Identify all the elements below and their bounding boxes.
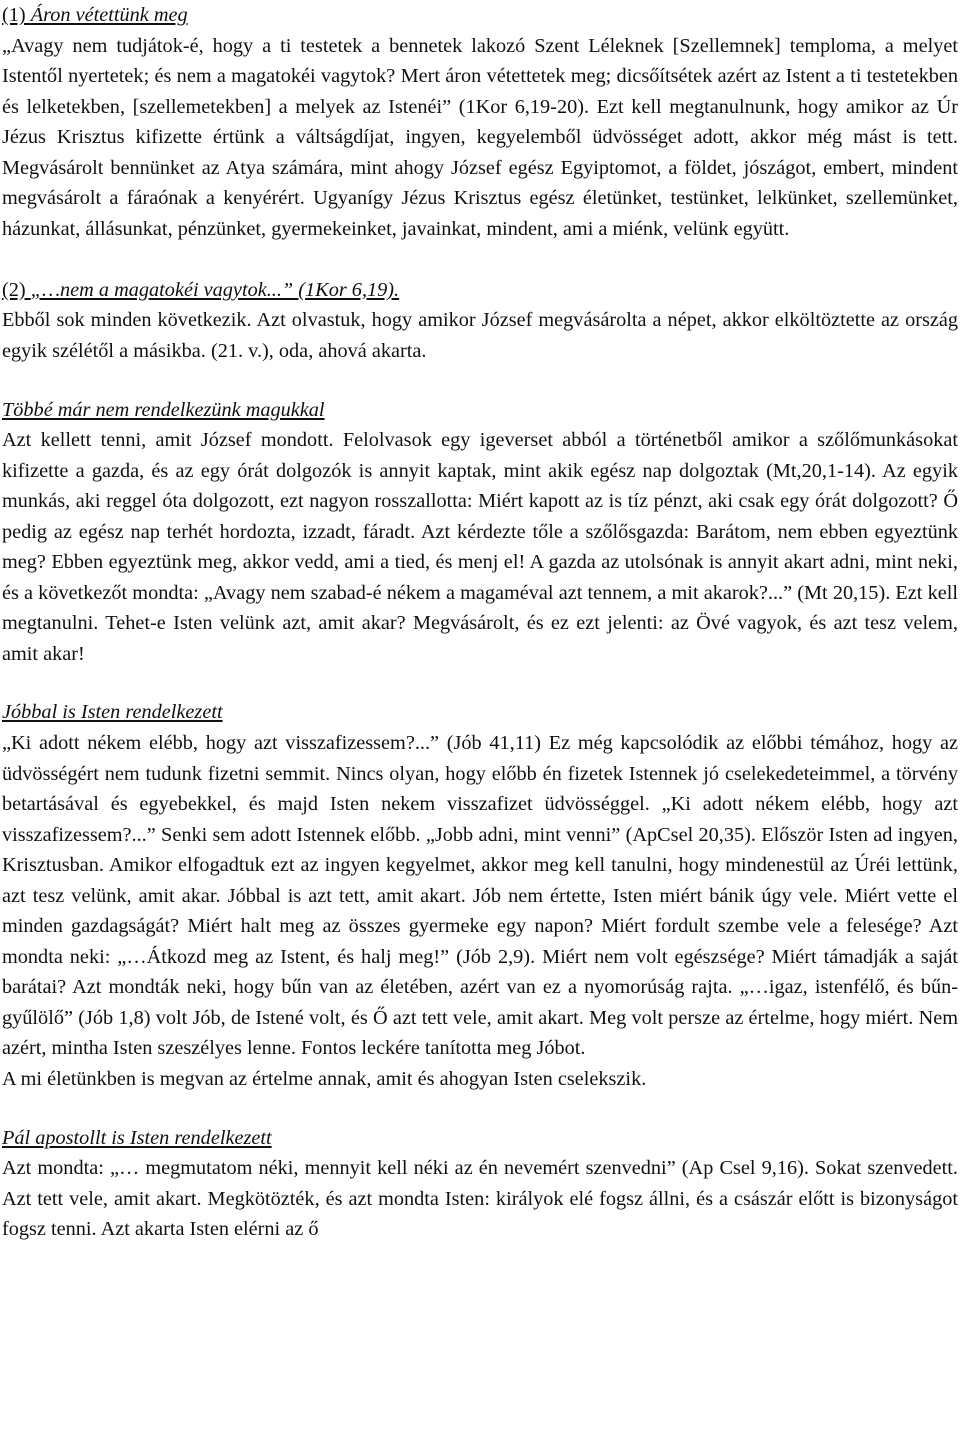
- section-heading: Jóbbal is Isten rendelkezett: [2, 701, 223, 724]
- heading-number: (2): [2, 278, 31, 301]
- paragraph: Azt mondta: „… megmutatom néki, mennyit kell néki az én nevemért szenvedni” (Ap Csel 9,16). Sokat szenvedett. Azt tett vele, amit akart. Megkötözték, és azt mondta Isten: királyok elé fogsz állni, és a császár előtt is bizonyságot fogsz tenni. Azt akarta Isten elérni az ő: [2, 1157, 958, 1241]
- section-aron-vetettunk-meg: [2, 0, 958, 244]
- paragraph: Ebből sok minden következik. Azt olvastuk, hogy amikor József megvásárolta a népet, akkor elköltöztette az ország egyik szélétől a másikba. (21. v.), oda, ahová akarta.: [2, 309, 958, 362]
- spacer: [2, 367, 958, 395]
- paragraph: „Avagy nem tudjátok-é, hogy a ti testetek a bennetek lakozó Szent Léleknek [Szellemnek] temploma, a melyet Istentől nyertetek; és nem a magatokéi vagytok? Mert áron vétettetek meg; dicsőítsétek azért az Istent a ti testetekben és lelketekben, [szellemetekben] a melyek az Istenéi” (1Kor 6,19-20). Ezt kell megtanulnunk, hogy amikor az Úr Jézus Krisztus kifizette értünk a váltságdíjat, ingyen, kegyelemből üdvösséget adott, akkor még mást is tett. Megvásárolt bennünket az Atya számára, mint ahogy József egész Egyiptomot, a földet, jószágot, embert, mindent megvásárolt a fáraónak a kenyérért. Ugyanígy Jézus Krisztus egész életünket, testünket, lelkünket, szellemünket, házunkat, állásunkat, pénzünket, gyermekeinket, javainkat, mindent, ami a miénk, velünk együtt.: [2, 34, 958, 240]
- heading-number: (1): [2, 4, 31, 26]
- paragraph: „Ki adott nékem elébb, hogy azt visszafizessem?...” (Jób 41,11) Ez még kapcsolódik az előbbi témához, hogy az üdvösségért nem tudunk fizetni semmit. Nincs olyan, hogy előbb én fizetek Istennek jó cselekedeteimmel, a törvény betartásával és egyebekkel, és majd Isten nekem visszafizet üdvösséggel. „Ki adott nékem elébb, hogy azt visszafizessem?...” Senki sem adott Istennek előbb. „Jobb adni, mint venni” (ApCsel 20,35). Először Isten ad ingyen, Krisztusban. Amikor elfogadtuk ezt az ingyen kegyelmet, akkor meg kell tanulni, hogy mindenestül az Úréi lettünk, azt tesz velünk, amit akar. Jóbbal is azt tett, amit akart. Jób nem értette, Isten miért bánik úgy vele. Miért vette el minden gazdagságát? Miért halt meg az összes gyermeke egy napon? Miért fordult szembe vele a felesége? Azt mondta neki: „…Átkozd meg az Istent, és halj meg!” (Jób 2,9). Miért nem volt egészsége? Miért támadják a saját barátai? Azt mondták neki, hogy bűn van az életében, azért van ez a nyomorúság rajta. „…igaz, istenfélő, és bűn-gyűlölő” (Jób 1,8) volt Jób, de Istené volt, és Ő azt tett vele, amit akart. Meg volt persze az értelme, hogy miért. Nem azért, mintha Isten szeszélyes lenne. Fontos leckére tanította meg Jóbot.: [2, 731, 958, 1060]
- paragraph: A mi életünkben is megvan az értelme annak, amit és ahogyan Isten cselekszik.: [2, 1068, 647, 1090]
- section-pal-apostollt-is-isten-rendelkezett: [2, 1123, 958, 1245]
- section-heading: [2, 275, 958, 306]
- spacer: [2, 669, 958, 697]
- section-heading: [2, 0, 958, 31]
- section-jobbal-is-isten-rendelkezett: [2, 697, 958, 1094]
- spacer: [2, 1095, 958, 1123]
- heading-title: „…nem a magatokéi vagytok...” (1Kor 6,19).: [30, 278, 400, 301]
- section-tobbe-mar-nem-rendelkezunk: [2, 395, 958, 670]
- spacer: [2, 244, 958, 275]
- section-heading: Pál apostollt is Isten rendelkezett: [2, 1126, 272, 1149]
- heading-title: Áron vétettünk meg: [30, 4, 188, 26]
- section-nem-a-magatokei-vagytok: [2, 275, 958, 367]
- paragraph: Azt kellett tenni, amit József mondott. Felolvasok egy igeverset abból a történetből amikor a szőlőmunkásokat kifizette a gazda, és az egy órát dolgozók is annyit kaptak, mint akik egész nap dolgoztak (Mt,20,1-14). Az egyik munkás, aki reggel óta dolgozott, ezt nagyon rosszallotta: Miért kapott az is tíz pénzt, aki csak egy órát dolgozott? Ő pedig az egész nap terhét hordozta, izzadt, fáradt. Azt kérdezte tőle a szőlősgazda: Barátom, nem ebben egyeztünk meg? Ebben egyeztünk meg, akkor vedd, ami a tied, és menj el! A gazda az utolsónak is annyit akart adni, mint neki, és a következőt mondta: „Avagy nem szabad-é nékem a magaméval azt tennem, a mit akarok?...” (Mt 20,15). Ezt kell megtanulni. Tehet-e Isten velünk azt, amit akar? Megvásárolt, és ez ezt jelenti: az Övé vagyok, és azt tesz velem, amit akar!: [2, 429, 958, 665]
- section-heading: Többé már nem rendelkezünk magukkal: [2, 398, 325, 421]
